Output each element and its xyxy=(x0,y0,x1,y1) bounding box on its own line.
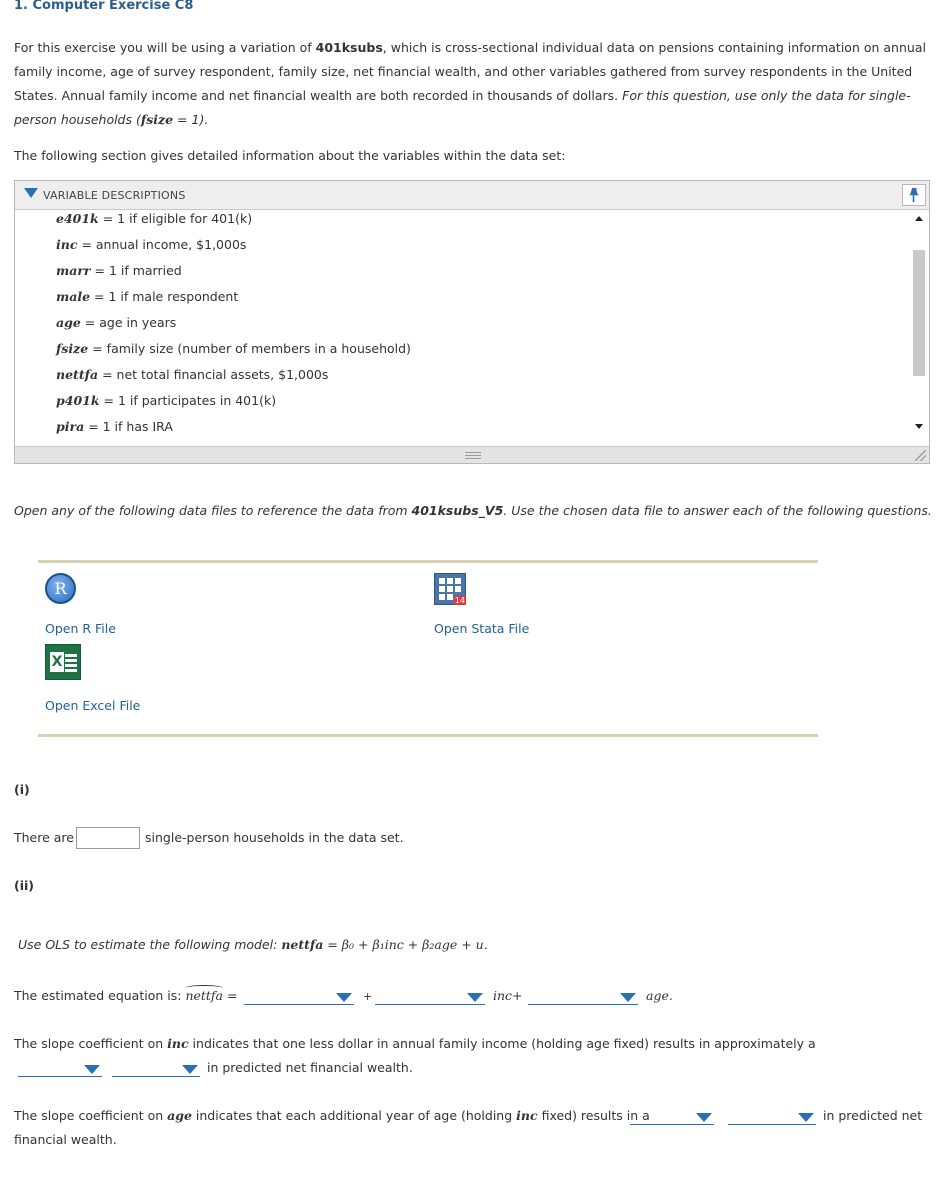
variable-name: pira xyxy=(56,419,85,434)
part-i-text-before: There are xyxy=(14,830,74,845)
open-r-file-link[interactable]: Open R File xyxy=(45,621,116,636)
chevron-down-icon xyxy=(336,993,352,1002)
chevron-down-icon xyxy=(467,993,483,1002)
variable-description: = age in years xyxy=(84,315,177,330)
chevron-down-icon xyxy=(620,993,636,1002)
drag-handle-icon[interactable] xyxy=(465,452,481,459)
info-line: The following section gives detailed information about the variables within the data set: xyxy=(14,148,566,163)
variable-description: = 1 if participates in 401(k) xyxy=(103,393,277,408)
variable-description: = annual income, $1,000s xyxy=(81,237,247,252)
intro-paragraph: For this exercise you will be using a variation of 401ksubs, which is cross-sectional individual data on pensions containing information on annual family income, age of survey respondent, family size, net financial wealth, and other variables gathered from survey respondents in the United States. Annual family income and net financial wealth are both recorded in thousands of dollars. For this question, use only the data for single-person households (fsize = 1). xyxy=(14,40,926,127)
chevron-down-icon xyxy=(696,1113,712,1122)
slope-age-text: The slope coefficient on age indicates that each additional year of age (holding inc fixed) results in a xyxy=(14,1108,650,1123)
age-coefficient-dropdown[interactable] xyxy=(528,989,638,1005)
collapse-triangle-icon[interactable] xyxy=(24,188,38,198)
variable-list xyxy=(15,210,911,447)
intercept-dropdown[interactable] xyxy=(244,989,354,1005)
open-excel-file-link[interactable]: Open Excel File xyxy=(45,698,141,713)
variable-name: nettfa xyxy=(56,367,99,382)
chevron-down-icon xyxy=(798,1113,814,1122)
age-magnitude-dropdown[interactable] xyxy=(728,1109,816,1125)
data-files-box xyxy=(38,560,818,737)
scroll-up-icon[interactable] xyxy=(915,216,923,221)
inc-magnitude-dropdown[interactable] xyxy=(112,1061,200,1077)
slope-inc-end: in predicted net financial wealth. xyxy=(207,1060,413,1075)
age-term: age. xyxy=(646,988,673,1003)
variable-name: age xyxy=(56,315,81,330)
variable-description: = 1 if has IRA xyxy=(88,419,173,434)
exercise-title: 1. Computer Exercise C8 xyxy=(14,0,194,13)
excel-icon[interactable]: X xyxy=(45,644,81,680)
dataset-version: 401ksubs_V5 xyxy=(411,503,504,518)
resize-grip-icon[interactable] xyxy=(915,450,926,461)
variable-name: p401k xyxy=(56,393,100,408)
variable-descriptions-title: VARIABLE DESCRIPTIONS xyxy=(43,189,186,202)
variable-row xyxy=(56,210,252,235)
variable-row xyxy=(56,235,246,261)
variable-descriptions-panel xyxy=(14,180,930,464)
open-files-instruction: Open any of the following data files to reference the data from 401ksubs_V5. Use the chosen data file to answer each of the following questions. xyxy=(14,503,932,518)
r-logo-icon[interactable]: R xyxy=(45,573,76,604)
variable-row xyxy=(56,417,173,443)
nettfa-hat: nettfa xyxy=(185,988,224,1003)
slope-inc-text: The slope coefficient on inc indicates that one less dollar in annual family income (holding age fixed) results in approximately a xyxy=(14,1036,816,1051)
variable-name: inc xyxy=(56,237,78,252)
part-i-label: (i) xyxy=(14,782,30,797)
variable-name: male xyxy=(56,289,91,304)
variable-row xyxy=(56,365,328,391)
stata-version-badge: 14 xyxy=(454,596,465,605)
pin-icon xyxy=(908,188,920,202)
part-i-text-after: single-person households in the data set. xyxy=(145,830,404,845)
open-stata-file-link[interactable]: Open Stata File xyxy=(434,621,530,636)
scroll-down-icon[interactable] xyxy=(915,424,923,429)
stata-icon[interactable] xyxy=(434,573,466,605)
variable-row xyxy=(56,339,411,365)
slope-age-end-line2: financial wealth. xyxy=(14,1132,117,1147)
variable-description: = family size (number of members in a household) xyxy=(92,341,411,356)
variable-name: e401k xyxy=(56,211,99,226)
variable-description: = net total financial assets, $1,000s xyxy=(102,367,329,382)
variable-list-scrollbar[interactable] xyxy=(910,210,928,447)
variable-name: marr xyxy=(56,263,91,278)
variable-descriptions-header[interactable] xyxy=(15,181,929,210)
variable-name: fsize xyxy=(56,341,89,356)
inc-term: inc+ xyxy=(493,988,523,1003)
variable-row xyxy=(56,287,238,313)
variable-row xyxy=(56,391,276,417)
part-ii-label: (ii) xyxy=(14,878,34,893)
households-count-input[interactable] xyxy=(76,827,140,849)
inc-direction-dropdown[interactable] xyxy=(18,1061,102,1077)
chevron-down-icon xyxy=(182,1065,198,1074)
estimated-equation-label: The estimated equation is: nettfa = xyxy=(14,988,238,1003)
variable-row xyxy=(56,313,176,339)
variable-row xyxy=(56,261,182,287)
model-statement: Use OLS to estimate the following model: nettfa = β₀ + β₁inc + β₂age + u. xyxy=(18,937,488,952)
panel-footer xyxy=(15,446,929,463)
variable-description: = 1 if male respondent xyxy=(94,289,239,304)
pin-button[interactable] xyxy=(902,184,926,206)
variable-description: = 1 if eligible for 401(k) xyxy=(102,211,253,226)
dataset-name: 401ksubs xyxy=(315,40,383,55)
chevron-down-icon xyxy=(84,1065,100,1074)
inc-coefficient-dropdown[interactable] xyxy=(375,989,485,1005)
variable-description: = 1 if married xyxy=(94,263,182,278)
age-direction-dropdown[interactable] xyxy=(630,1109,714,1125)
plus-sign: + xyxy=(363,990,373,1003)
scrollbar-thumb[interactable] xyxy=(913,250,925,376)
slope-age-end: in predicted net xyxy=(823,1108,923,1123)
